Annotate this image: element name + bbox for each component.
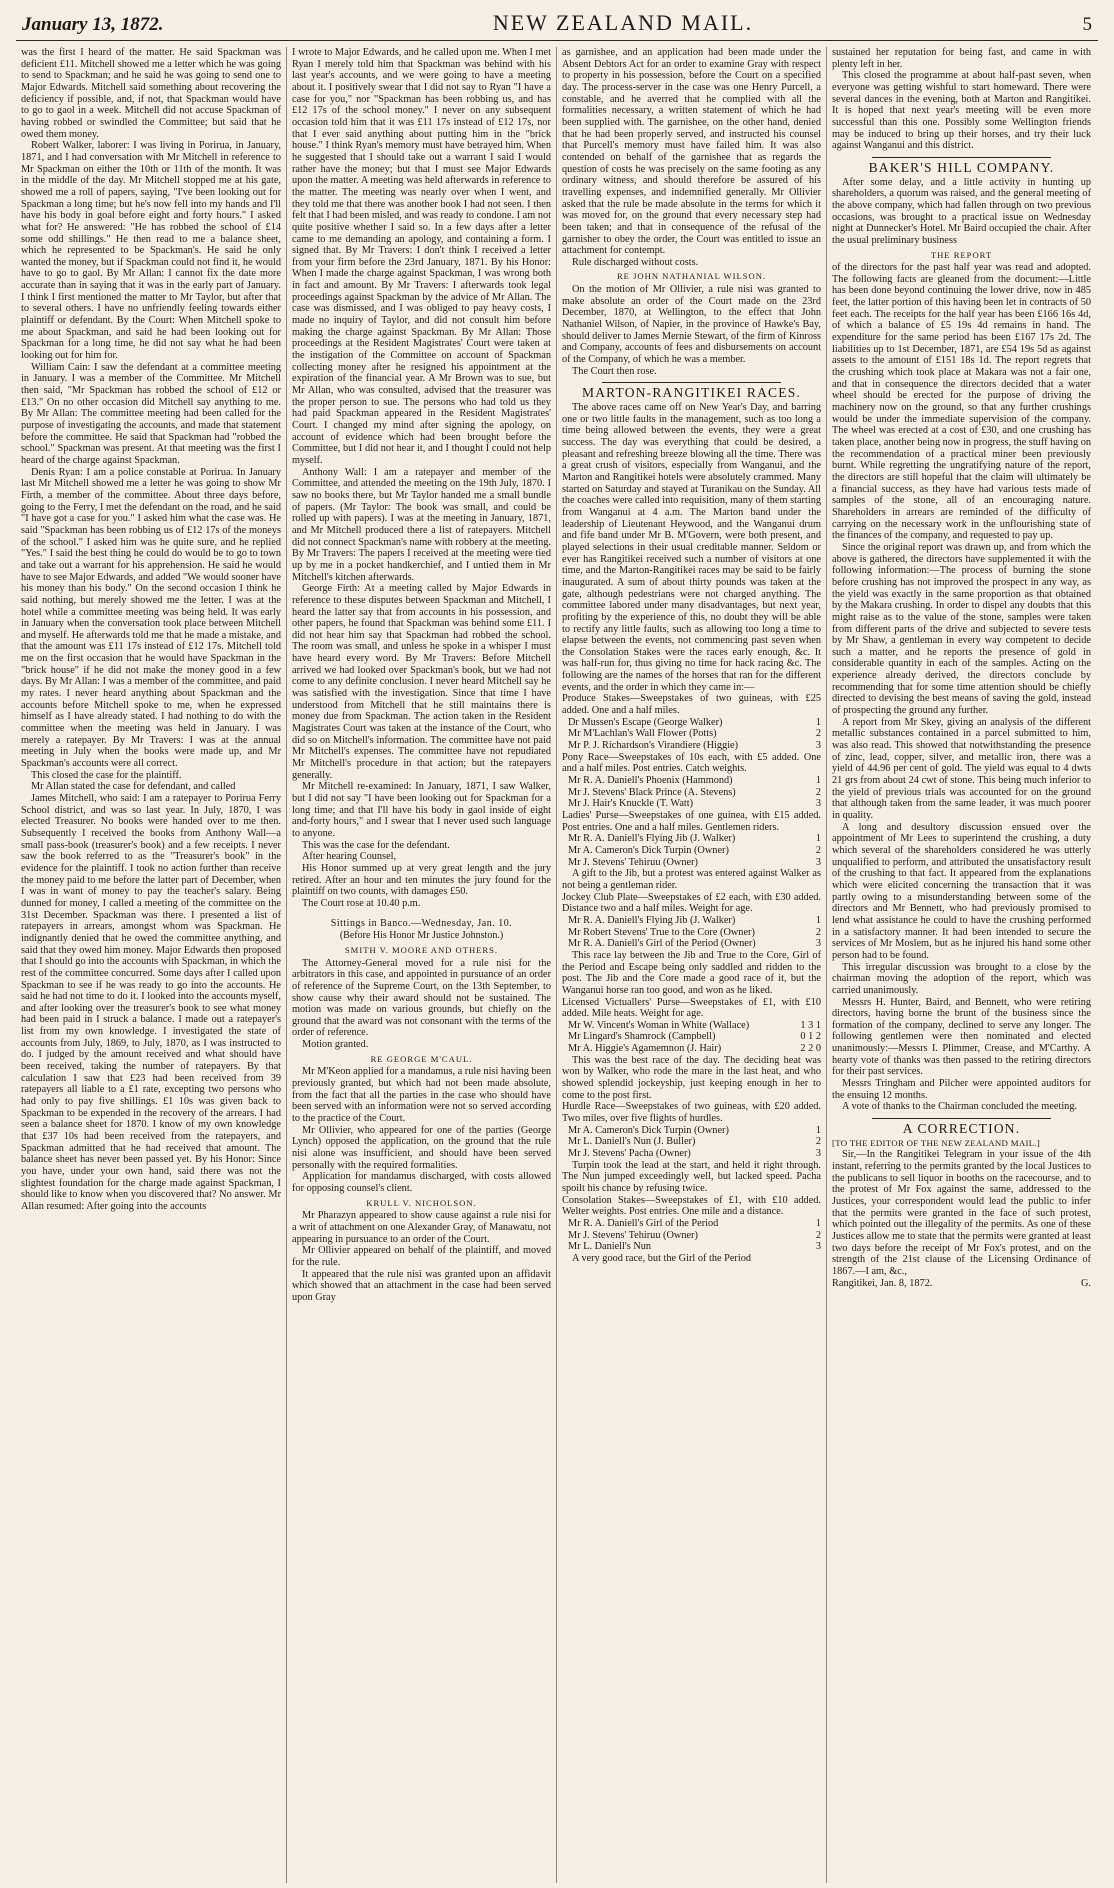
letter-body: Sir,—In the Rangitikei Telegram in your issue of the 4th instant, referring to the permits granted by the local Justices to the publicans to sell liquor in booths on the racecourse, and to the protest of Mr Fox against the same, addressed to the Justices, your correspondent would lead the public to infer that the permits were granted in the face of such protest, which pointed out the illegality of the permits. As one of these Justices allow me to state that the permits were granted at least two days before the receipt of Mr Fox's protest, and on the strength of the 21st clause of the Licensing Ordinance of 1867.—I am, &c., [832, 1149, 1091, 1277]
race-entry [562, 1136, 821, 1148]
placing: 2 2 0 [800, 1043, 821, 1055]
placing: 0 1 2 [800, 1031, 821, 1043]
paragraph: Anthony Wall: I am a ratepayer and member of the Committee, and attended the meeting on the 19th July, 1870. I saw no books there, but Mr Taylor handed me a small bundle of papers. (Mr Taylor: The book was small, and could be rolled up with papers). I was at the meeting in January, 1871, and Mr Mitchell produced there a list of ratepayers. Mitchell did not connect Spackman's name with robbery at the meeting. By Mr Travers: The papers I received at the meeting were tied up by me in a pocket handkerchief, and I untied them in Mr Mitchell's kitchen afterwards. [292, 466, 551, 583]
report-heading: THE REPORT [930, 249, 993, 260]
placing: 2 [815, 728, 821, 740]
horse-name: Mr P. J. Richardson's Virandiere (Higgie) [568, 740, 739, 752]
letter-address: [TO THE EDITOR OF THE NEW ZEALAND MAIL.] [832, 1137, 1041, 1148]
race-note: This was the best race of the day. The deciding heat was won by Walker, who rode the mare in the last heat, and who showed splendid jockeyship, just keeping enough in her to come to the post first. [562, 1054, 821, 1101]
horse-name: Mr R. A. Daniell's Flying Jib (J. Walker) [568, 914, 736, 926]
case-heading: SMITH V. MOORE AND OTHERS. [344, 944, 499, 955]
paragraph: William Cain: I saw the defendant at a committee meeting in January. I was a member of the Committee. Mr Mitchell then said, "Mr Spackman has robbed the school of £12 or £13." On no other occasion did Mitchell say anything to me. By Mr Allan: The committee meeting had been called for the purpose of investigating the accounts, and made that statement before the committee. He said that Spackman had "robbed the school." Spackman was present. At that meeting was the first I heard of the charge against Spackman. [21, 361, 281, 466]
paragraph: Mr Pharazyn appeared to show cause against a rule nisi for a writ of attachment on one Alexander Gray, of Manawatu, not appearing in pursuance to an order of the Court. [292, 1210, 551, 1245]
race-entries [562, 1218, 821, 1253]
horse-name: Mr A. Higgie's Agamemnon (J. Hair) [568, 1043, 722, 1055]
paragraph: The Court rose at 10.40 p.m. [302, 897, 421, 909]
race-entry [562, 1148, 821, 1160]
race-entry [562, 728, 821, 740]
horse-name: Mr Lingard's Shamrock (Campbell) [568, 1031, 716, 1043]
horse-name: Mr L. Daniell's Nun (J. Buller) [568, 1136, 696, 1148]
page-number: 5 [1082, 14, 1092, 35]
horse-name: Mr J. Stevens' Tehiruu (Owner) [568, 1229, 698, 1241]
paragraph: The Court then rose. [572, 365, 657, 377]
race-results [562, 693, 821, 1264]
horse-name: Mr A. Cameron's Dick Turpin (Owner) [568, 1124, 729, 1136]
paragraph: After hearing Counsel, [302, 851, 397, 863]
race-entry [562, 1020, 821, 1032]
race-entry [562, 927, 821, 939]
race-heading: Hurdle Race—Sweepstakes of two guineas, with £20 added. Two miles, over five flights of hurdles. [562, 1101, 821, 1125]
race-entry [562, 845, 821, 857]
paragraph: A report from Mr Skey, giving an analysis of the different metallic substances contained in a parcel submitted to him, was also read. This showed that notwithstanding the presence of zinc, lead, copper, silver, and metallic iron, there was a yield of 44.96 per cent of gold. The yield was equal to 4 dwts 21 grs from about 24 cwt of stone. This being much inferior to the yield of previous trials was accounted for on the ground that although taken from the same leader, it was much poorer in quality. [832, 716, 1091, 821]
column-2 [286, 47, 556, 1883]
placing: 1 [815, 914, 821, 926]
paragraph: Messrs H. Hunter, Baird, and Bennett, who were retiring directors, having borne the brunt of the business since the formation of the company, declined to serve any longer. The following gentlemen were then nominated and elected unanimously:—Messrs I. Plimmer, Crease, and M'Carthy. A hearty vote of thanks was then passed to the retiring directors for their past services. [832, 996, 1091, 1078]
paragraph: Mr Ollivier, who appeared for one of the parties (George Lynch) opposed the application, on the ground that the rule nisi alone was insufficient, and should have been served personally with the required formalities. [292, 1124, 551, 1171]
race-note: This race lay between the Jib and True to the Core, Girl of the Period and Escape being only saddled and ridden to the post. The Jib and the Core made a good race of it, but the Wanganui horse ran too good, and won as he liked. [562, 949, 821, 996]
race-group [562, 997, 821, 1102]
placing: 2 [815, 844, 821, 856]
race-entry [562, 1218, 821, 1230]
paragraph: A long and desultory discussion ensued over the appointment of Mr Lees to superintend the crushing, a duty which several of the shareholders considered he was utterly unqualified to perform, and attributed the unsatisfactory result of the crushing to that fact. It appeared from the explanations which were elicited concerning the transaction that it was partly owing to a misunderstanding between some of the directors and Mr Bennett, who had previously promised to lend what assistance he could to have the crushing performed in a satisfactory manner. It had been intended to secure the services of Mr Moslem, but as he injured his hand some other person had to be found. [832, 821, 1091, 961]
column-4 [826, 47, 1096, 1883]
letter-signoff [832, 1278, 1091, 1290]
issue-date: January 13, 1872. [22, 14, 164, 35]
race-note: A gift to the Jib, but a protest was entered against Walker as not being a gentleman rider. [562, 868, 821, 891]
paragraph: James Mitchell, who said: I am a ratepayer to Porirua Ferry School district, and was so last year. In July, 1870, I was elected Treasurer. No books were handed over to me then. Subsequently I received the books from Anthony Wall—a small pass-book (treasurer's book) and a few receipts. I never saw the book referred to as the "Treasurer's book" in the evidence for the plaintiff. I took no action further than receive the money paid to me before the latter part of December, when I was in want of money to pay the teacher's salary. Being dunned for money, I called a meeting of the committee on the 31st December. Spackman was there. I presented a list of ratepayers in arrears, amongst whom was Spackman. He indignantly denied that he owed the committee anything, and said that they owed him money. Major Edwards then proposed that I should go into the accounts with Spackman, in which the rest of the committee concurred. Some days after I called upon Spackman to see if he was ready to go into the accounts. He said he had not time to do it. I looked into the accounts myself, and after looking over the treasurer's book to see what money had been paid in I struck a balance. I made out a ratepayer's list from my own knowledge. I investigated the state of accounts from July, 1869, to July, 1870, as I was instructed to do. I judged by the amount received and what should have been received, taking the number of ratepayers. By that calculation I saw that £23 had been received from 39 ratepayers all liable to a £1 rate, excepting two persons who had only to pay five shillings. £1 10s was given back to Spackman to be expended in the recovery of the arrears. I had seen a balance sheet for 1870. I know of my own knowledge that £37 10s had been received from the ratepayers, and Spackman admitted that he had received that amount. The balance sheet has never been passed yet. By his Honor: Since you have, under your own hand, said there was not the slightest foundation for the charge made against Spackman, I should like to know when you discovered that? No answer. Mr Allan resumed: After going into the accounts [21, 793, 281, 1212]
race-heading: Ladies' Purse—Sweepstakes of one guinea, with £15 added. Post entries. One and a half miles. Gentlemen riders. [562, 810, 821, 833]
race-entry [562, 938, 821, 950]
race-entries [562, 775, 821, 810]
paragraph: Since the original report was drawn up, and from which the above is gathered, the directors have supplemented it with the following information:—The process of burning the stone before crushing has not improved the prospect in any way, as the yield was exactly in the same proportion as that obtained by the Makara crushing. In order to dispel any doubts that this might raise as to the value of the stone, samples were taken from different parts of the drive and subjected to severe tests by Mr Shaw, a gentleman in every way competent to decide such a matter, and he reports the presence of gold in considerable quantity in each of the samples. Acting on the experience already derived, the directors conclude by recommending that for some time attention should be chiefly directed to devising the best means of saving the gold, instead of prospecting the ground any further. [832, 541, 1091, 717]
horse-name: Mr Robert Stevens' True to the Core (Owner) [568, 926, 755, 938]
section-title: BAKER'S HILL COMPANY. [868, 159, 1055, 175]
horse-name: Dr Mussen's Escape (George Walker) [568, 716, 723, 728]
section-heading [832, 157, 1091, 174]
race-heading: Produce Stakes—Sweepstakes of two guineas, with £25 added. One and a half miles. [562, 693, 821, 717]
race-entries [562, 1125, 821, 1160]
race-heading: Jockey Club Plate—Sweepstakes of £2 each, with £30 added. Distance two and a half miles. Weight for age. [562, 891, 821, 915]
heading-rule [872, 1118, 1051, 1119]
race-entry [562, 1031, 821, 1043]
horse-name: Mr J. Stevens' Tehiruu (Owner) [568, 856, 698, 868]
horse-name: Mr R. A. Daniell's Flying Jib (J. Walker) [568, 833, 736, 845]
race-group [562, 810, 821, 892]
paragraph: It appeared that the rule nisi was granted upon an affidavit which showed that an attachment in the case had been served upon Gray [292, 1268, 551, 1303]
letter-place-date: Rangitikei, Jan. 8, 1872. [832, 1277, 933, 1289]
horse-name: Mr A. Cameron's Dick Turpin (Owner) [568, 844, 729, 856]
paragraph: Mr Allan stated the case for defendant, and called [31, 781, 236, 793]
placing: 1 [815, 775, 821, 787]
paragraph: I wrote to Major Edwards, and he called upon me. When I met Ryan I merely told him that Spackman was behind with his last year's accounts, and we were going to have a meeting about it. I positively swear that I did not say to Ryan "I have a case for you," nor "Spackman has been robbing us, and has £12 17s of the school money." I never on any subsequent occasion told him that it was £11 17s instead of £12 17s, nor that I ever said anything about putting him in the "brick house." I think Ryan's memory must have betrayed him. When he suggested that I should take out a warrant I said I would rather have the money; but that I must see Major Edwards upon the matter. A meeting was held afterwards in reference to the matter. The meeting was nearly over when I went, and they told me that there was another book I had not seen. I then felt that I had been misled, and was ready to condone. I am not quite positive whether I said so. In a few days after a letter came to me demanding an apology, and containing a form. I signed that. By Mr Travers: I don't think I received a letter from your firm before the 23rd January, 1871. By his Honor: When I made the charge against Spackman, I was wrong both in fact and amount. By Mr Travers: I afterwards took legal proceedings against Spackman by the advice of Mr Allan. The case was dismissed, and I was obliged to pay heavy costs, I made no inquiry of Taylor, and did not consult him before making the charge against Spackman. By Mr Allan: Those proceedings at the Resident Magistrates' Court were taken at the instigation of the Committee on account of Spackman collecting money after he resigned his appointment at the expiration of the financial year. A Mr Brown was to sue, but Mr Allan, who was consulted, advised that the treasurer was the proper person to sue. The persons who had told us they had paid Spackman appeared in the Resident Magistrates' Court. I changed my mind after signing the apology, on account of evidence which had been brought before the Committee, but I did not hear it, and I thought I could not help myself. [292, 47, 551, 466]
placing: 1 3 1 [800, 1019, 821, 1031]
race-group [562, 1195, 821, 1265]
race-entry [562, 740, 821, 752]
section-title: A CORRECTION. [902, 1121, 1021, 1137]
paragraph: Motion granted. [302, 1039, 369, 1051]
placing: 1 [815, 716, 821, 728]
race-group [562, 892, 821, 997]
paragraph: The above races came off on New Year's Day, and barring one or two little faults in the management, such as too long a time being allowed between the events, they were a great success. The day was everything that could be desired, a pleasant and refreshing breeze blowing all the time. There was a great crush of visitors, especially from Wanganui, and the Marton and Rangitikei hotels were absolutely crammed. Many started on Saturday and stayed at Turanikau on the Sunday. All the coaches were called into requisition, many of them starting from Wanganui at 4 a.m. The Marton band under the leadership of Lieutenant Heywood, and the Wanganui drum and fife band under Mr B. M'Govern, were both present, and played selections in their usual creditable manner. Seldom or ever has Rangitikei received such a number of visitors at one time, and the Marton-Rangitikei races may be said to be fairly inaugurated. A sum of about thirty pounds was taken at the gate, although pedestrians were not charged anything. The committee labored under many disadvantages, but next year, profiting by the experience of this, no doubt they will be able to rectify any little faults, such as allowing too long a time to elapse between the events, not commencing past seven when the Consolation Stakes were the races early enough, &c. It was half-run for, thus giving no time for hack racing &c. The following are the names of the horses that ran for the different events, and the order in which they came in:— [562, 402, 821, 693]
paragraph: of the directors for the past half year was read and adopted. The following facts are gleaned from the document:—Little has been done beyond continuing the lower drive, now in 485 feet, the latter portion of this having been let in contracts of 50 feet each. The receipts for the half year has been £166 16s 4d, of which a balance of £5 19s 4d remains in hand. The expenditure for the same period has been £167 17s 2d. The liabilities up to 1st December, 1871, are £54 19s 5d as against assets to the amount of £151 18s 1d. The report regrets that the crushing which took place at Makara was not a fair one, and that in consequence the directors decided that a water wheel should be erected for the purpose of driving the machinery now on the ground, so that any further crushings would be under the immediate supervision of the company. The wheel was erected at a cost of £30, and one crushing has taken place, another being now in progress, the stuff having on the recommendation of a practical miner been previously burnt. While regretting the ungratifying nature of the report, the directors are still hopeful that the claim will ultimately be a financial success, as they have had various tests made of samples of the stone, all of an encouraging nature. Shareholders in arrears are reminded of the difficulty of carrying on the necessary work in the unflourishing state of the finances of the company, and requested to pay up. [832, 262, 1091, 542]
letter-signature: G. [1080, 1277, 1091, 1289]
race-heading: Pony Race—Sweepstakes of 10s each, with £5 added. One and a half miles. Post entries. Catch weights. [562, 751, 821, 775]
placing: 3 [815, 740, 821, 752]
placing: 3 [815, 798, 821, 810]
placing: 3 [815, 1241, 821, 1253]
paragraph: This closed the case for the plaintiff. [31, 769, 182, 781]
paragraph: After some delay, and a little activity in hunting up shareholders, a quorum was raised, and the general meeting of the above company, which had fallen through on two previous occasions, was brought to a practical issue on Wednesday night at Dunnecker's Hotel. Mr Baird occupied the chair. After the usual preliminary business [832, 176, 1091, 246]
race-entry [562, 1125, 821, 1137]
race-entries [562, 833, 821, 868]
paragraph: Denis Ryan: I am a police constable at Porirua. In January last Mr Mitchell showed me a letter he was going to show Mr Firth, a member of the committee. About three days before, going to the Ferry, I met the defendant on the road, and he said "I have got a case for you." I asked him what the case was. He said "Spackman has been robbing us of £12 17s of the moneys of the school." I asked him was he quite sure, and he replied "Yes." I said the best thing he could do would be to go to town and take out a warrant for his apprehension. He said he would have to see Major Edwards, and added "We would sooner have his money than his body." On the second occasion I think he said nothing, but merely showed me the letter. I was at the hotel while a committee meeting was being held. It was early in January when the conversation took place between Mitchell and myself. He afterwards told me that he made a mistake, and that the amount was £11 17s instead of £12 17s. Mitchell told me on the first occasion that he would have Spackman in the "brick house" if he did not make the money good in a few days. By Mr Allan: I was a member of the committee, and paid my rates. I never heard anything about Spackman and the accounts before Mitchell spoke to me, when he expressed himself as I have already stated. I had nothing to do with the committee when the meeting was held in January. I was merely a ratepayer. By Mr Travers: I was at the annual meeting in July when the books were made up, and Mr Spackman's accounts were all correct. [21, 466, 281, 770]
paragraph: On the motion of Mr Ollivier, a rule nisi was granted to make absolute an order of the Court made on the 23rd December, 1870, at Wellington, to the effect that John Nathaniel Wilson, of Napier, in the province of Hawke's Bay, should deliver to James Mernie Stewart, of the firm of Kinross and Company, accounts of fees and disbursements on account of the Company, of which he was a member. [562, 284, 821, 366]
column-1 [16, 47, 286, 1883]
race-entry [562, 787, 821, 799]
horse-name: Mr R. A. Daniell's Girl of the Period [568, 1217, 719, 1229]
horse-name: Mr R. A. Daniell's Girl of the Period (Owner) [568, 938, 756, 950]
paragraph: Mr M'Keon applied for a mandamus, a rule nisi having been previously granted, but which had not been made absolute, from the fact that all the parties in the case who should have been served with an information were not so served according to the practice of the Court. [292, 1066, 551, 1125]
horse-name: Mr R. A. Daniell's Phoenix (Hammond) [568, 775, 733, 787]
case-heading: RE JOHN NATHANIAL WILSON. [616, 271, 767, 282]
horse-name: Mr W. Vincent's Woman in White (Wallace) [568, 1019, 750, 1031]
placing: 2 [815, 1136, 821, 1148]
race-entry [562, 1241, 821, 1253]
paragraph: The Attorney-General moved for a rule nisi for the arbitrators in this case, and appointed in pursuance of an order of reference of the Supreme Court, on the 13th September, to show cause why their award should not be sustained. The motion was made on various grounds, but chiefly on the ground that the award was not consonant with the terms of the order of reference. [292, 957, 551, 1039]
race-entry [562, 717, 821, 729]
case-heading: RE GEORGE M'CAUL. [370, 1053, 473, 1064]
paragraph: was the first I heard of the matter. He said Spackman was deficient £11. Mitchell showed me a letter which he was going to send to Spackman; and he said he was going to send one to Major Edwards. Mitchell said something about recovering the deficiency if possible, and, if not, that Spackman would have to go to gaol in a week. Mitchell did not accuse Spackman of having robbed or swindled the Committee; but said that he owed them money. [21, 47, 281, 140]
paragraph: Mr Mitchell re-examined: In January, 1871, I saw Walker, but I did not say "I have been looking out for Spackman for a long time; and that I'll have his body in gaol inside of eight and-forty hours," and I swear that I never used such language to anyone. [292, 781, 551, 839]
sittings-subheading: (Before His Honor Mr Justice Johnston.) [339, 930, 504, 942]
race-entries [562, 717, 821, 752]
columns [16, 47, 1098, 1883]
horse-name: Mr J. Stevens' Pacha (Owner) [568, 1148, 691, 1160]
section-title: MARTON-RANGITIKEI RACES. [582, 385, 801, 401]
placing: 1 [815, 1124, 821, 1136]
paragraph: His Honor summed up at very great length and the jury retired. After an hour and ten minutes the jury found for the plaintiff on two counts, with damages £50. [292, 862, 551, 898]
race-entry [562, 915, 821, 927]
race-entry [562, 798, 821, 810]
race-entry [562, 1043, 821, 1055]
paragraph: This was the case for the defendant. [302, 839, 450, 851]
race-entry [562, 857, 821, 869]
sittings-heading: Sittings in Banco.—Wednesday, Jan. 10. [330, 917, 513, 929]
race-entries [562, 1020, 821, 1055]
column-3 [556, 47, 826, 1883]
race-heading: Licensed Victuallers' Purse—Sweepstakes of £1, with £10 added. Mile heats. Weight for age. [562, 996, 821, 1020]
race-entry [562, 1230, 821, 1242]
horse-name: Mr J. Hair's Knuckle (T. Watt) [568, 798, 694, 810]
race-group [562, 1101, 821, 1194]
placing: 3 [815, 1148, 821, 1160]
race-entry [562, 833, 821, 845]
placing: 2 [815, 1229, 821, 1241]
section-heading [562, 382, 821, 399]
paragraph: Mr Ollivier appeared on behalf of the plaintiff, and moved for the rule. [292, 1245, 551, 1268]
case-heading: KRULL V. NICHOLSON. [366, 1197, 477, 1208]
paragraph: sustained her reputation for being fast, and came in with plenty left in her. [832, 47, 1091, 70]
paragraph: This closed the programme at about half-past seven, when everyone was getting wishful to start homeward. There were several dances in the evening, both at Marton and Rangitikei. It is hoped that next year's meeting will be even more successful than this one. Possibly some Wellington friends may be induced to bring up their horses, and try their luck against Wanganui and this district. [832, 70, 1091, 152]
paragraph: A vote of thanks to the Chairman concluded the meeting. [842, 1101, 1078, 1113]
race-group [562, 693, 821, 751]
race-note: A very good race, but the Girl of the Period [572, 1252, 752, 1264]
horse-name: Mr J. Stevens' Black Prince (A. Stevens) [568, 786, 736, 798]
heading-rule [872, 157, 1051, 158]
paragraph: Application for mandamus discharged, with costs allowed for opposing counsel's client. [292, 1171, 551, 1194]
paragraph: This irregular discussion was brought to a close by the chairman moving the adoption of the report, which was carried unanimously. [832, 961, 1091, 996]
race-entries [562, 915, 821, 950]
race-group [562, 752, 821, 810]
paragraph: Rule discharged without costs. [572, 256, 699, 268]
race-entry [562, 775, 821, 787]
race-note: Turpin took the lead at the start, and held it right through. The Nun jumped exceedingly well, but lacked speed. Pacha spoilt his chance by refusing twice. [562, 1159, 821, 1194]
horse-name: Mr L. Daniell's Nun [568, 1241, 652, 1253]
newspaper-title: NEW ZEALAND MAIL. [492, 10, 754, 35]
placing: 2 [815, 926, 821, 938]
placing: 3 [815, 856, 821, 868]
placing: 1 [815, 1217, 821, 1229]
paragraph: as garnishee, and an application had been made under the Absent Debtors Act for an order to examine Gray with respect to property in his possession, before the Court on a specified day. The process-server in the case was one Henry Purcell, a constable, and he averred that he complied with all the formalities necessary, a written statement of which he had been supplied with. The garnishee, on the other hand, denied that he had been properly served, and instructed his counsel that Purcell's memory must have failed him. It was also contended on behalf of the garnishee that as regards the question of costs he was precisely on the same footing as any ordinary witness, and should therefore be assured of his travelling expenses, and indemnified generally. Mr Ollivier asked that the rule be made absolute in the terms for which it was moved for, on the ground that every necessary step had been taken; and that in consequence of the refusal of the garnisher to obey the order, the Court was entitled to issue an attachment for contempt. [562, 47, 821, 257]
horse-name: Mr M'Lachlan's Wall Flower (Potts) [568, 728, 717, 740]
placing: 1 [815, 833, 821, 845]
heading-rule [602, 382, 781, 383]
paragraph: Messrs Tringham and Pilcher were appointed auditors for the ensuing 12 months. [832, 1078, 1091, 1101]
paragraph: Robert Walker, laborer: I was living in Porirua, in January, 1871, and I had conversation with Mr Mitchell in reference to Mr Spackman on either the 10th or 11th of the month. It was in the middle of the day. Mr Mitchell stopped me at his gate, showed me a roll of papers, saying, "I've been looking out for Spackman a long time; but he's now fell into my hands and I'll have his body in goal before eight and forty hours." I asked what for? He answered: "He has robbed the school of £14 some odd shillings." He then read to me a balance sheet, which he represented to be Spackman's. He said he only wanted the money, but if Spackman could not find it, he would have to go to gaol. By Mr Allan: I cannot fix the date more accurate than in saying that it was in the early part of January. I think I first mentioned the matter to Mr Taylor, but after that to several others. I have no unfriendly feeling towards either plaintiff or defendant. By the Court: When Mitchell spoke to me about Spackman, and said he had been looking out for Spackman for a long time, he did not say what he had been looking out for him for. [21, 140, 281, 362]
masthead [16, 10, 1098, 41]
section-heading [832, 1118, 1091, 1135]
race-heading: Consolation Stakes—Sweepstakes of £1, with £10 added. Welter weights. Post entries. One mile and a distance. [562, 1194, 821, 1218]
placing: 3 [815, 938, 821, 950]
placing: 2 [815, 786, 821, 798]
paragraph: George Firth: At a meeting called by Major Edwards in reference to these disputes between Spackman and Mitchell, I heard the latter say that from accounts in his possession, and other papers, he found that Spackman was behind some £11. I did not hear him say that Spackman had robbed the school. The room was small, and unless he spoke in a whisper I must have heard every word. By Mr Travers: Before Mitchell arrived we had looked over Spackman's book, but we had not come to any definite conclusion. I never heard Mitchell say he was satisfied with the investigation. Since that time I have understood from Mitchell that he still maintains there is money due from Spackman. The action taken in the Resident Magistrates Court was taken at the instance of the Court, who did so on Mitchell's information. The committee have not paid Mr Mitchell's expenses. The committee have not repudiated Mr Mitchell's procedure in that action; but the ratepayers generally. [292, 583, 551, 781]
